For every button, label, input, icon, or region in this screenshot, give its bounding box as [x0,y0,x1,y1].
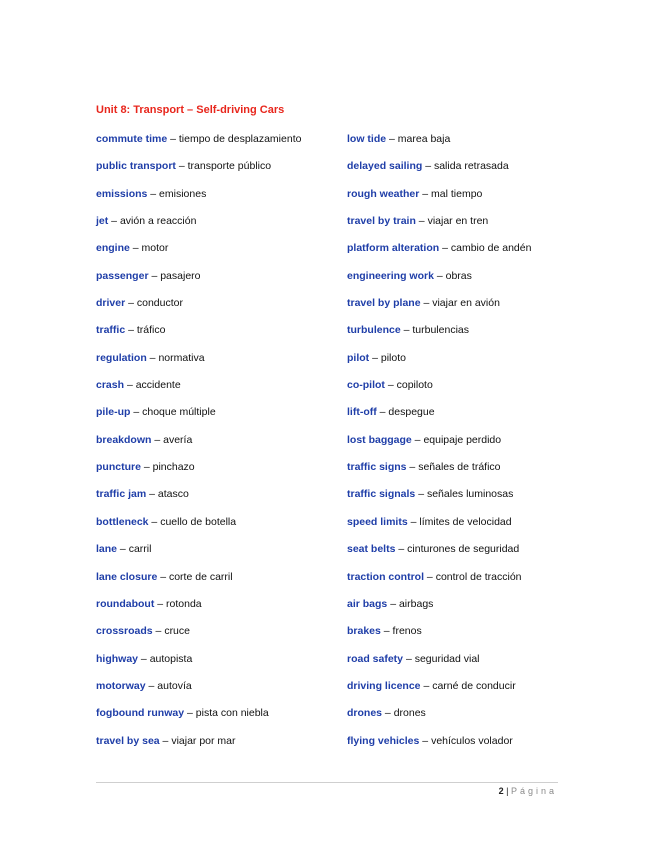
vocabulary-entry [96,432,301,459]
vocabulary-entry [96,404,301,431]
vocabulary-translation: choque múltiple [142,406,216,419]
vocabulary-term: rough weather [347,187,420,200]
vocabulary-entry [347,213,531,240]
vocabulary-term: driving licence [347,679,421,692]
entry-separator: – [117,543,129,556]
vocabulary-translation: señales luminosas [426,488,514,501]
vocabulary-translation: viajar en avión [432,297,500,310]
entry-separator: – [124,379,136,392]
vocabulary-translation: avería [163,433,193,446]
vocabulary-entry [347,459,531,486]
vocabulary-translation: avión a reacción [119,215,197,228]
entry-separator: – [140,461,153,474]
entry-separator: – [422,160,434,173]
entry-separator: – [424,570,436,583]
vocabulary-entry [347,322,531,349]
page-label: Página [510,786,557,796]
vocabulary-term: commute time [96,133,168,145]
vocabulary-translation: carril [128,543,152,556]
vocabulary-translation: cruce [164,625,190,638]
entry-separator: – [420,297,433,310]
vocabulary-translation: carné de conducir [432,679,516,692]
entry-separator: – [384,379,397,392]
vocabulary-translation: piloto [380,351,406,364]
entry-separator: – [403,652,415,665]
vocabulary-translation: cuello de botella [160,515,237,528]
vocabulary-translation: despegue [388,406,435,419]
vocabulary-entry [96,240,301,267]
entry-separator: – [376,406,389,419]
vocabulary-entry [347,131,531,158]
vocabulary-entry [347,377,531,404]
vocabulary-translation: autopista [149,652,193,665]
vocabulary-entry [347,240,531,267]
vocabulary-term: road safety [347,652,404,665]
vocabulary-term: traffic signals [347,488,416,501]
footer-separator: | [503,786,511,796]
vocabulary-entry [347,158,531,185]
vocabulary-entry [96,158,301,185]
vocabulary-translation: airbags [398,597,434,610]
vocabulary-term: driver [96,297,126,310]
vocabulary-translation: vehículos volador [431,734,513,747]
vocabulary-term: emissions [96,187,148,200]
entry-separator: – [154,597,167,610]
entry-separator: – [407,515,420,528]
entry-separator: – [369,351,381,364]
entry-separator: – [146,488,158,501]
vocabulary-translation: marea baja [397,133,451,145]
vocabulary-term: pilot [347,351,370,364]
vocabulary-entry [96,541,301,568]
entry-separator: – [175,160,188,173]
page-footer [499,786,557,796]
vocabulary-column-left [96,131,301,760]
vocabulary-term: regulation [96,351,147,364]
vocabulary-entry [96,596,301,623]
vocabulary-term: low tide [347,133,387,145]
vocabulary-translation: cinturones de seguridad [407,543,520,556]
vocabulary-translation: drones [393,707,426,720]
vocabulary-term: pile-up [96,406,131,419]
vocabulary-translation: conductor [136,297,183,310]
vocabulary-term: puncture [96,461,141,474]
vocabulary-term: travel by plane [347,297,421,310]
vocabulary-translation: señales de tráfico [418,461,501,474]
vocabulary-term: lost baggage [347,433,412,446]
vocabulary-entry [96,131,301,158]
vocabulary-term: motorway [96,679,146,692]
entry-separator: – [419,187,432,200]
vocabulary-entry [347,569,531,596]
entry-separator: – [152,625,165,638]
vocabulary-entry [347,295,531,322]
vocabulary-term: fogbound runway [96,707,185,720]
vocabulary-entry [347,404,531,431]
entry-separator: – [146,351,159,364]
vocabulary-term: lane closure [96,570,158,583]
vocabulary-term: crossroads [96,625,153,638]
vocabulary-translation: límites de velocidad [419,515,512,528]
vocabulary-translation: obras [445,269,472,282]
entry-separator: – [125,324,137,337]
vocabulary-entry [347,651,531,678]
vocabulary-entry [347,596,531,623]
vocabulary-entry [96,459,301,486]
vocabulary-entry [347,623,531,650]
vocabulary-translation: viajar en tren [427,215,489,228]
vocabulary-term: engine [96,242,130,255]
entry-separator: – [420,679,433,692]
entry-separator: – [145,679,158,692]
vocabulary-translation: pinchazo [152,461,195,474]
vocabulary-term: platform alteration [347,242,440,255]
vocabulary-entry [96,623,301,650]
vocabulary-term: travel by sea [96,734,160,747]
vocabulary-translation: atasco [157,488,189,501]
vocabulary-term: public transport [96,160,176,173]
vocabulary-entry [96,651,301,678]
vocabulary-term: roundabout [96,597,155,610]
vocabulary-translation: equipaje perdido [423,433,502,446]
vocabulary-entry [347,678,531,705]
vocabulary-term: traffic signs [347,461,407,474]
vocabulary-entry [96,377,301,404]
vocabulary-term: brakes [347,625,381,638]
vocabulary-translation: salida retrasada [433,160,509,173]
vocabulary-term: lift-off [347,406,377,419]
entry-separator: – [151,433,164,446]
vocabulary-translation: transporte público [187,160,272,173]
vocabulary-term: flying vehicles [347,734,420,747]
entry-separator: – [415,215,428,228]
entry-separator: – [129,242,142,255]
vocabulary-entry [347,705,531,732]
vocabulary-entry [96,705,301,732]
vocabulary-term: crash [96,379,125,392]
vocabulary-term: bottleneck [96,515,149,528]
vocabulary-entry [347,186,531,213]
vocabulary-translation: mal tiempo [431,187,483,200]
vocabulary-translation: tiempo de desplazamiento [178,133,302,145]
entry-separator: – [380,625,393,638]
entry-separator: – [138,652,150,665]
vocabulary-entry [96,569,301,596]
vocabulary-term: breakdown [96,433,152,446]
vocabulary-column-right [347,131,531,760]
vocabulary-translation: cambio de andén [450,242,532,255]
vocabulary-translation: normativa [158,351,205,364]
vocabulary-term: drones [347,707,383,720]
vocabulary-translation: seguridad vial [414,652,480,665]
vocabulary-term: delayed sailing [347,160,423,173]
vocabulary-entry [96,514,301,541]
entry-separator: – [406,461,419,474]
vocabulary-term: traction control [347,570,425,583]
entry-separator: – [433,269,446,282]
vocabulary-translation: frenos [392,625,422,638]
vocabulary-entry [347,541,531,568]
vocabulary-entry [96,213,301,240]
entry-separator: – [148,515,161,528]
footer-divider [96,782,558,783]
vocabulary-entry [347,514,531,541]
vocabulary-translation: motor [141,242,169,255]
vocabulary-translation: tráfico [136,324,166,337]
entry-separator: – [439,242,451,255]
vocabulary-entry [96,186,301,213]
entry-separator: – [411,433,424,446]
vocabulary-entry [347,350,531,377]
entry-separator: – [157,570,169,583]
vocabulary-term: lane [96,543,118,556]
vocabulary-term: seat belts [347,543,396,556]
vocabulary-entry [347,733,531,760]
vocabulary-entry [96,486,301,513]
entry-separator: – [108,215,120,228]
vocabulary-term: engineering work [347,269,434,282]
vocabulary-term: air bags [347,597,388,610]
entry-separator: – [184,707,196,720]
vocabulary-entry [347,486,531,513]
vocabulary-entry [347,432,531,459]
vocabulary-translation: control de tracción [435,570,522,583]
vocabulary-translation: pasajero [160,269,201,282]
vocabulary-translation: viajar por mar [171,734,236,747]
vocabulary-term: travel by train [347,215,416,228]
vocabulary-entry [96,678,301,705]
entry-separator: – [159,734,172,747]
vocabulary-translation: pista con niebla [195,707,269,720]
vocabulary-entry [347,268,531,295]
vocabulary-entry [96,350,301,377]
vocabulary-translation: accidente [135,379,181,392]
entry-separator: – [395,543,408,556]
vocabulary-entry [96,733,301,760]
entry-separator: – [125,297,137,310]
entry-separator: – [167,133,179,145]
vocabulary-term: turbulence [347,324,401,337]
entry-separator: – [130,406,143,419]
vocabulary-translation: rotonda [166,597,202,610]
entry-separator: – [382,707,394,720]
vocabulary-translation: emisiones [159,187,207,200]
vocabulary-term: speed limits [347,515,408,528]
vocabulary-term: highway [96,652,139,665]
vocabulary-term: jet [96,215,109,228]
vocabulary-translation: copiloto [396,379,433,392]
vocabulary-term: traffic jam [96,488,147,501]
entry-separator: – [415,488,427,501]
page-number: 2 [498,786,504,796]
entry-separator: – [419,734,432,747]
vocabulary-term: co-pilot [347,379,385,392]
vocabulary-entry [96,295,301,322]
vocabulary-entry [96,268,301,295]
entry-separator: – [147,187,160,200]
page-title: Unit 8: Transport – Self-driving Cars [96,104,285,116]
entry-separator: – [400,324,413,337]
vocabulary-translation: autovía [157,679,192,692]
vocabulary-translation: corte de carril [168,570,233,583]
vocabulary-translation: turbulencias [412,324,469,337]
entry-separator: – [148,269,161,282]
vocabulary-entry [96,322,301,349]
entry-separator: – [386,133,398,145]
vocabulary-term: traffic [96,324,126,337]
vocabulary-term: passenger [96,269,149,282]
entry-separator: – [387,597,399,610]
